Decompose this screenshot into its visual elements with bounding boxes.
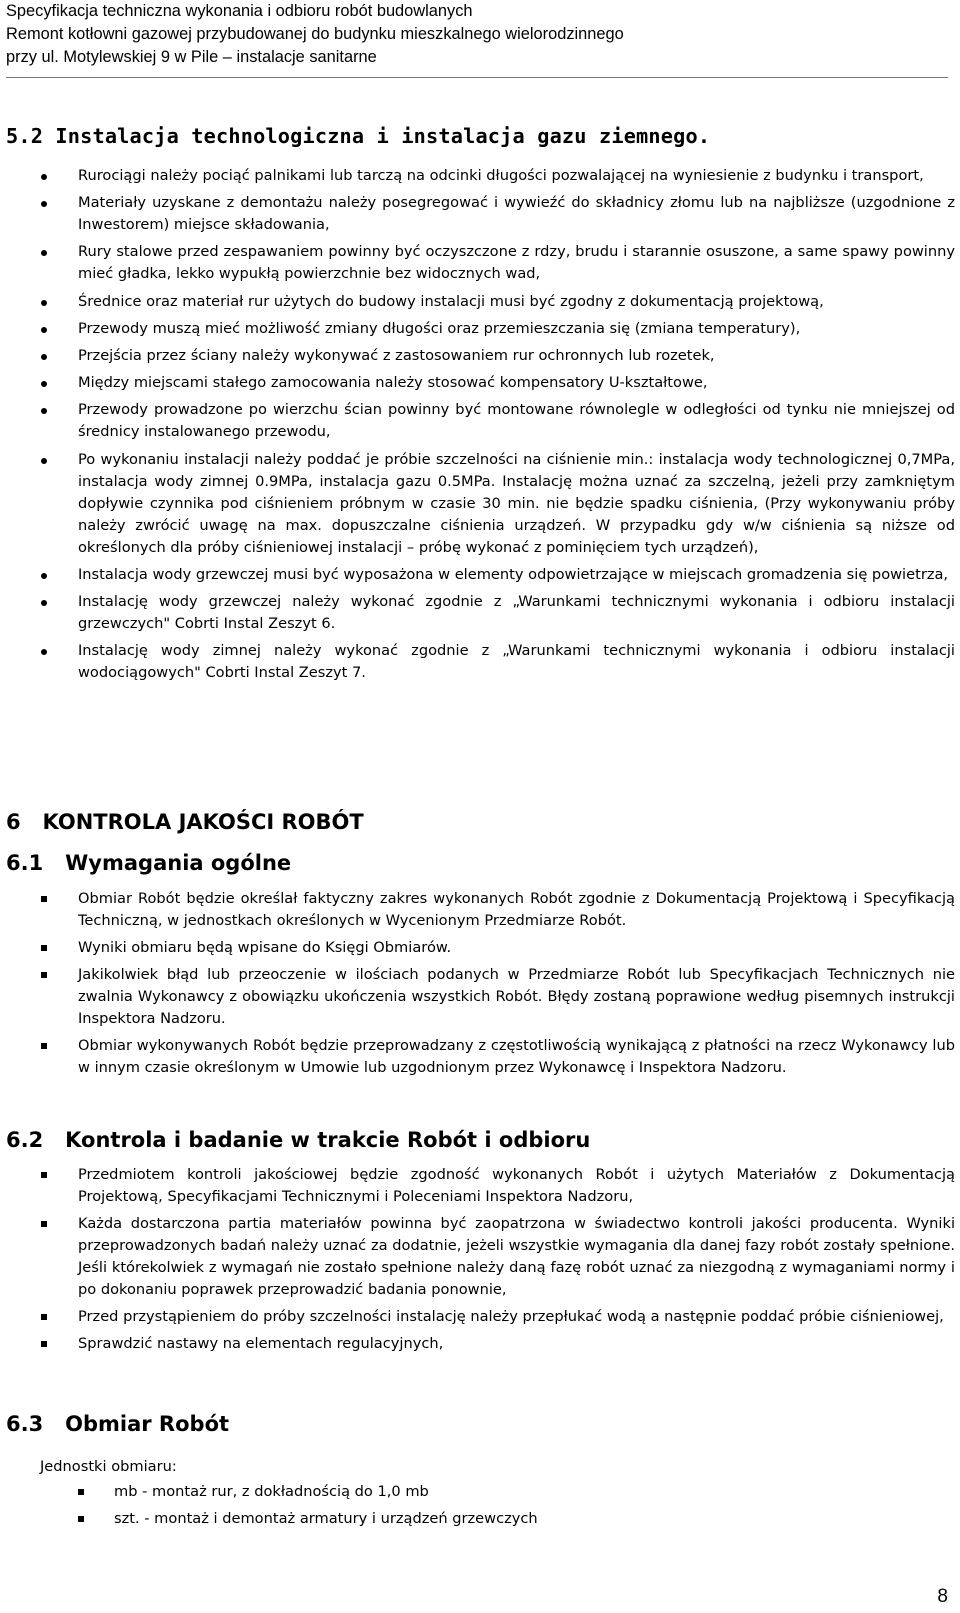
square-bullet-icon	[41, 896, 47, 902]
section-6-2-list	[0, 1164, 955, 1360]
list-item: szt. - montaż i demontaż armatury i urządzeń grzewczych	[0, 1508, 955, 1530]
bullet-icon	[41, 174, 47, 180]
section-5-2-list	[0, 165, 955, 689]
list-item: Sprawdzić nastawy na elementach regulacyjnych,	[0, 1333, 955, 1355]
list-item: Przedmiotem kontroli jakościowej będzie zgodność wykonanych Robót i użytych Materiałów z Dokumentacją Projektową, Specyfikacjami Technicznymi i Poleceniami Inspektora Nadzoru,	[0, 1164, 955, 1208]
square-bullet-icon	[41, 1341, 47, 1347]
list-item: Instalacja wody grzewczej musi być wyposażona w elementy odpowietrzające w miejscach gromadzenia się powietrza,	[0, 564, 955, 586]
list-item: Po wykonaniu instalacji należy poddać je próbie szczelności na ciśnienie min.: instalacja wody technologicznej 0,7MPa, instalacja wody zimnej 0.9MPa, instalacja gazu 0.5MPa. Instalację można uznać za szczelną, jeżeli przy zamkniętym dopływie czynnika pod ciśnieniem próbnym w czasie 30 min. nie będzie spadku ciśnienia, (Przy wykonywaniu próby należy zwrócić uwagę na max. dopuszczalne ciśnienia urządzeń. W przypadku gdy w/w ciśnienia są niższe od określonych dla próby ciśnieniowej instalacji – próbę wykonać z pominięciem tych urządzeń),	[0, 449, 955, 559]
list-item: Przed przystąpieniem do próby szczelności instalację należy przepłukać wodą a następnie poddać próbie ciśnieniowej,	[0, 1306, 955, 1328]
bullet-icon	[41, 649, 47, 655]
bullet-icon	[41, 573, 47, 579]
list-item: Jakikolwiek błąd lub przeoczenie w ilościach podanych w Przedmiarze Robót lub Specyfikacjach Technicznych nie zwalnia Wykonawcy z obowiązku ukończenia wszystkich Robót. Błędy zostaną poprawione według pisemnych instrukcji Inspektora Nadzoru.	[0, 964, 955, 1030]
bullet-icon	[41, 381, 47, 387]
list-item: Każda dostarczona partia materiałów powinna być zaopatrzona w świadectwo kontroli jakości producenta. Wyniki przeprowadzonych badań należy uznać za dodatnie, jeżeli wszystkie wymagania dla danej fazy robót zostały spełnione. Jeśli którekolwiek z wymagań nie zostało spełnione należy daną fazę robót uznać za niezgodną z wymaganiami normy i po dokonaniu poprawek przeprowadzić badania ponownie,	[0, 1213, 955, 1301]
header-line-3: przy ul. Motylewskiej 9 w Pile – instalacje sanitarne	[6, 48, 377, 66]
section-6-2-heading: 6.2 Kontrola i badanie w trakcie Robót i odbioru	[6, 1128, 591, 1152]
section-6-heading: 6 KONTROLA JAKOŚCI ROBÓT	[6, 810, 364, 834]
header-line-2: Remont kotłowni gazowej przybudowanej do budynku mieszkalnego wielorodzinnego	[6, 25, 624, 43]
header-line-1: Specyfikacja techniczna wykonania i odbioru robót budowlanych	[6, 2, 473, 20]
list-item: mb - montaż rur, z dokładnością do 1,0 mb	[0, 1481, 955, 1503]
list-item: Między miejscami stałego zamocowania należy stosować kompensatory U-kształtowe,	[0, 372, 955, 394]
list-item: Rurociągi należy pociąć palnikami lub tarczą na odcinki długości pozwalającej na wyniesienie z budynku i transport,	[0, 165, 955, 187]
measurement-units-label: Jednostki obmiaru:	[40, 1458, 177, 1475]
bullet-icon	[41, 408, 47, 414]
square-bullet-icon	[41, 1172, 47, 1178]
section-6-3-heading: 6.3 Obmiar Robót	[6, 1412, 230, 1436]
section-6-3-list	[0, 1481, 955, 1535]
section-6-1-heading: 6.1 Wymagania ogólne	[6, 851, 292, 875]
list-item: Przewody muszą mieć możliwość zmiany długości oraz przemieszczania się (zmiana temperatury),	[0, 318, 955, 340]
square-bullet-icon	[41, 1221, 47, 1227]
square-bullet-icon	[41, 972, 47, 978]
header-divider	[6, 77, 948, 78]
bullet-icon	[41, 300, 47, 306]
page-header	[6, 0, 946, 69]
list-item: Rury stalowe przed zespawaniem powinny być oczyszczone z rdzy, brudu i starannie osuszone, a same spawy powinny mieć gładka, lekko wypukłą powierzchnie bez widocznych wad,	[0, 241, 955, 285]
list-item: Instalację wody zimnej należy wykonać zgodnie z „Warunkami technicznymi wykonania i odbioru instalacji wodociągowych" Cobrti Instal Zeszyt 7.	[0, 640, 955, 684]
list-item: Obmiar Robót będzie określał faktyczny zakres wykonanych Robót zgodnie z Dokumentacją Projektową i Specyfikacją Techniczną, w jednostkach określonych w Wycenionym Przedmiarze Robót.	[0, 888, 955, 932]
list-item: Materiały uzyskane z demontażu należy posegregować i wywieźć do składnicy złomu lub na najbliższe (uzgodnione z Inwestorem) miejsce składowania,	[0, 192, 955, 236]
bullet-icon	[41, 458, 47, 464]
section-5-2-heading: 5.2 Instalacja technologiczna i instalacja gazu ziemnego.	[6, 124, 711, 148]
bullet-icon	[41, 354, 47, 360]
list-item: Wyniki obmiaru będą wpisane do Księgi Obmiarów.	[0, 937, 955, 959]
bullet-icon	[41, 327, 47, 333]
bullet-icon	[41, 201, 47, 207]
page-number: 8	[937, 1586, 948, 1607]
bullet-icon	[41, 600, 47, 606]
list-item: Średnice oraz materiał rur użytych do budowy instalacji musi być zgodny z dokumentacją projektową,	[0, 291, 955, 313]
bullet-icon	[41, 250, 47, 256]
section-6-1-list	[0, 888, 955, 1084]
square-bullet-icon	[41, 945, 47, 951]
list-item: Obmiar wykonywanych Robót będzie przeprowadzany z częstotliwością wynikającą z płatności na rzecz Wykonawcy lub w innym czasie określonym w Umowie lub uzgodnionym przez Wykonawcę i Inspektora Nadzoru.	[0, 1035, 955, 1079]
list-item: Instalację wody grzewczej należy wykonać zgodnie z „Warunkami technicznymi wykonania i odbioru instalacji grzewczych" Cobrti Instal Zeszyt 6.	[0, 591, 955, 635]
square-bullet-icon	[78, 1489, 84, 1495]
square-bullet-icon	[41, 1314, 47, 1320]
square-bullet-icon	[78, 1516, 84, 1522]
square-bullet-icon	[41, 1043, 47, 1049]
list-item: Przewody prowadzone po wierzchu ścian powinny być montowane równolegle w odległości od tynku nie mniejszej od średnicy instalowanego przewodu,	[0, 399, 955, 443]
list-item: Przejścia przez ściany należy wykonywać z zastosowaniem rur ochronnych lub rozetek,	[0, 345, 955, 367]
